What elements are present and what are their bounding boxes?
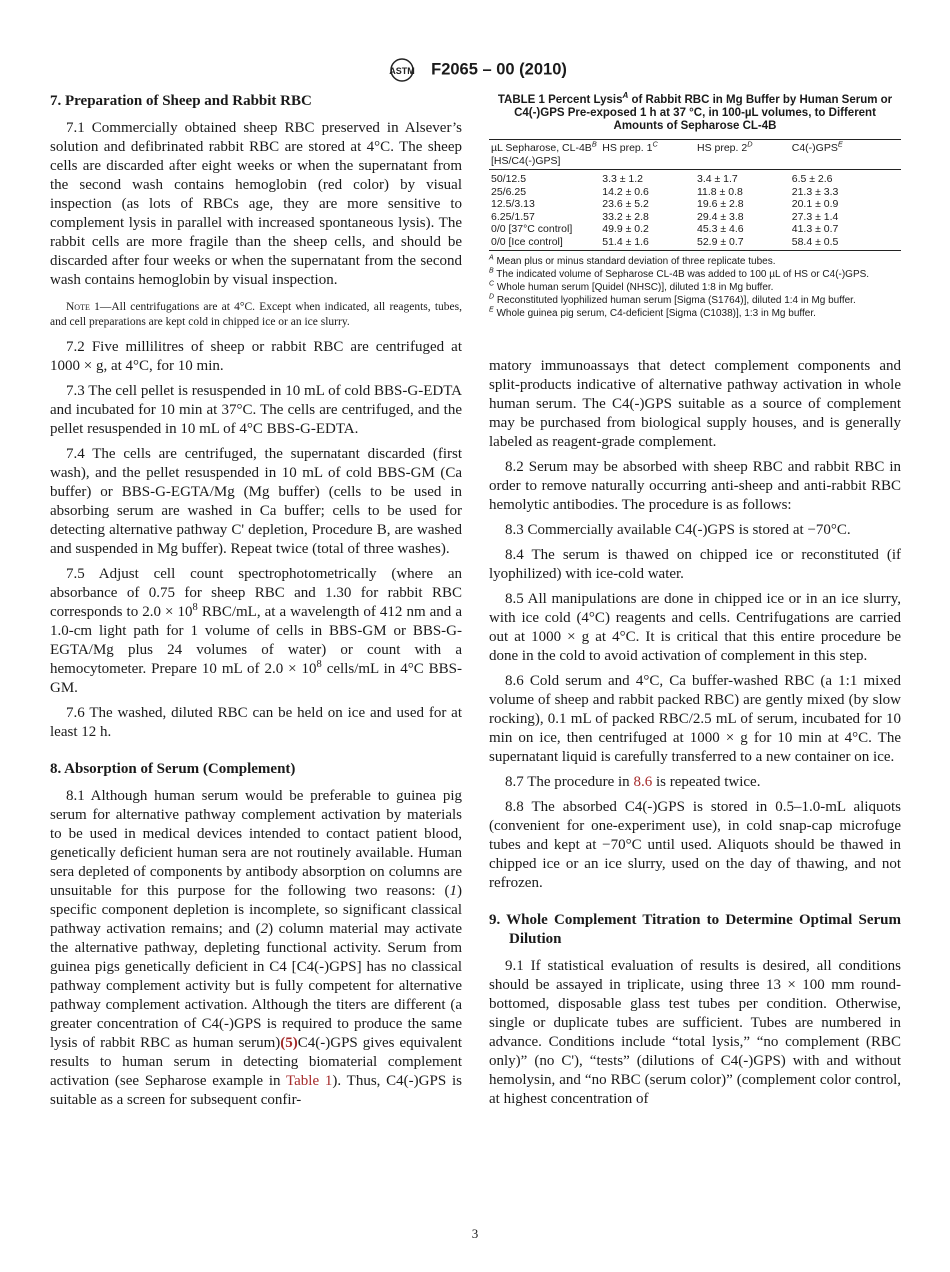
svg-text:ASTM: ASTM <box>389 66 415 76</box>
table-row: 25/6.25 14.2 ± 0.6 11.8 ± 0.8 21.3 ± 3.3 <box>491 185 839 198</box>
para-7-6: 7.6 The washed, diluted RBC can be held on ice and used for at least 12 h. <box>50 705 462 740</box>
para-7-1: 7.1 Commercially obtained sheep RBC preserved in Alsever’s solution and defibrinated rabbit RBC are stored at 4°C. The sheep cells are discarded after eight weeks or when the supernatant from the second wash contains hemoglobin (red color) by visual inspection (as lots of RBCs age, they are more sensitive to complement lysis in parallel with increased spontaneous lysis). The rabbit cells are more fragile than the sheep cells, and should be discarded after four weeks or when the supernatant from the second wash contains hemoglobin by visual inspection. <box>50 120 462 288</box>
table-1-footnotes <box>489 255 901 320</box>
table-row: 0/0 [Ice control] 51.4 ± 1.6 52.9 ± 0.7 58.4 ± 0.5 <box>489 236 901 251</box>
footnote-c: $^C$ Whole human serum [Quidel (NHSC)], diluted 1:8 in Mg buffer. <box>489 280 774 293</box>
para-7-2: 7.2 Five millilitres of sheep or rabbit RBC are centrifuged at 1000 × g, at 4°C, for 10 min. <box>50 339 462 374</box>
section-8-6-link[interactable]: 8.6 <box>633 774 653 790</box>
table-1-link[interactable]: Table 1 <box>286 1073 333 1089</box>
astm-logo-icon <box>383 57 421 83</box>
note-label: Note 1 <box>66 301 100 313</box>
para-7-4: 7.4 The cells are centrifuged, the supernatant discarded (first wash), and the pellet resuspended in 10 mL of cold BBS-GM (Ca buffer) or BBS-G-EGTA/Mg (Mg buffer) (cells to be used in absorbing serum are washed in Ca buffer; cells to be used for detecting alternative pathway C' depletion, Procedure B, are washed and suspended in Mg buffer). Repeat twice (total of three washes). <box>50 446 462 557</box>
para-8-4: 8.4 The serum is thawed on chipped ice or reconstituted (if lyophilized) with ice-cold water. <box>489 547 901 582</box>
footnote-e: $^E$ Whole guinea pig serum, C4-deficient [Sigma (C1038)], 1:3 in Mg buffer. <box>489 306 816 319</box>
page-header <box>0 57 950 83</box>
footnote-a: $^A$ Mean plus or minus standard deviation of three replicate tubes. <box>489 254 776 267</box>
standard-designation: F2065 – 00 (2010) <box>431 60 567 79</box>
table-row: 50/12.5 3.3 ± 1.2 3.4 ± 1.7 6.5 ± 2.6 <box>491 173 833 185</box>
para-8-1-continued: matory immunoassays that detect complement components and split-products indicative of alternative pathway activation in whole human serum. The C4(-)GPS suitable as a source of complement may be purchased from biological supply houses, and is generally labeled as reagent-grade complement. <box>489 358 901 450</box>
note-text: —All centrifugations are at 4°C. Except when indicated, all reagents, tubes, and cell preparations are kept cold in chipped ice or an ice slurry. <box>50 301 462 328</box>
table-1 <box>489 91 901 320</box>
section-9-heading: 9. Whole Complement Titration to Determine Optimal Serum Dilution <box>489 912 901 947</box>
page-number: 3 <box>471 1226 479 1241</box>
para-8-6: 8.6 Cold serum and 4°C, Ca buffer-washed RBC (a 1:1 mixed volume of sheep and rabbit packed RBC) are gently mixed (by slow rocking), 0.1 mL of packed RBC/2.5 mL of serum, incubated for 10 min on ice, then centrifuged at 1000 × g for 10 min at 4°C. The supernatant liquid is carefully transferred to a new container on ice. <box>489 673 901 765</box>
note-1 <box>50 300 462 330</box>
para-9-1: 9.1 If statistical evaluation of results is desired, all conditions should be assayed in triplicate, using three 13 × 100 mm round-bottomed, disposable glass test tubes per condition. Otherwise, single or duplicate tubes are sufficient. Tubes are numbered in advance. Conditions include “total lysis,” “no complement (RBC only)” (no C'), “tests” (dilutions of C4(-)GPS) with and without hemolysin, and “no RBC (serum color)” (complement color control, at highest concentration of <box>489 958 901 1107</box>
col-header-hs-prep-1: HS prep. $1^C$ <box>600 140 695 170</box>
col-header-sepharose: µL Sepharose, $CL-4B^B$ [HS/C4(-)GPS] <box>489 140 600 170</box>
section-8-heading: 8. Absorption of Serum (Complement) <box>50 761 296 777</box>
right-column <box>489 92 901 1115</box>
left-column <box>50 92 462 1116</box>
para-8-1: 8.1 Although human serum would be preferable to guinea pig serum for alternative pathway complement activation by materials to be used in medical devices intended to contact patient blood, genetically deficient human sera are not routinely available. Human sera depleted of components by antibody absorption on columns are unsuitable for this purpose for the following two reasons: (1) specific component depletion is incomplete, so significant classical pathway activation remains; and (2) column material may activate the alternative pathway, depleting functional activity. Serum from guinea pigs genetically deficient in C4 [C4(-)GPS] has no classical pathway complement activity but is fully competent for alternative pathway complement activation. Although the titers are different (a greater concentration of C4(-)GPS is required to produce the same lysis of rabbit RBC as human serum)(5)C4(-)GPS gives equivalent results to human serum in detecting biomaterial complement activation (see Sepharose example in Table 1). Thus, C4(-)GPS is suitable as a screen for subsequent confir- <box>50 788 462 1108</box>
para-8-3: 8.3 Commercially available C4(-)GPS is stored at −70°C. <box>505 522 851 538</box>
col-header-c4-gps: $C4(-)GPS^E$ <box>790 140 901 170</box>
para-8-7: 8.7 The procedure in 8.6 is repeated twice. <box>505 774 761 790</box>
section-7-heading: 7. Preparation of Sheep and Rabbit RBC <box>50 93 312 109</box>
para-8-8: 8.8 The absorbed C4(-)GPS is stored in 0.5–1.0-mL aliquots (convenient for one-experiment use), in cold snap-cap microfuge tubes and kept at −70°C until used. Aliquots should be thawed in chipped ice or an ice slurry, used on the day of thawing, and not refrozen. <box>489 799 901 891</box>
table-row: 6.25/1.57 33.2 ± 2.8 29.4 ± 3.8 27.3 ± 1.4 <box>491 210 839 223</box>
reference-5-link[interactable]: (5) <box>280 1035 298 1051</box>
footnote-d: $^D$ Reconstituted lyophilized human serum [Sigma (S1764)], diluted 1:4 in Mg buffer. <box>489 293 856 306</box>
footnote-b: $^B$ The indicated volume of Sepharose CL-4B was added to 100 µL of HS or C4(-)GPS. <box>489 267 870 280</box>
col-header-hs-prep-2: HS prep. $2^D$ <box>695 140 790 170</box>
table-row: 12.5/3.13 23.6 ± 5.2 19.6 ± 2.8 20.1 ± 0.9 <box>491 198 839 210</box>
para-8-5: 8.5 All manipulations are done in chipped ice or in an ice slurry, with ice cold (4°C) reagents and cells. Centrifugations are carried out at 1000 × g at 4°C. It is critical that this entire procedure be done in the cold to avoid activation of complement in this step. <box>489 591 901 664</box>
para-7-3: 7.3 The cell pellet is resuspended in 10 mL of cold BBS-G-EDTA and incubated for 10 min at 37°C. The cells are centrifuged, and the pellet resuspended in 10 mL of 4°C BBS-G-EDTA. <box>50 383 462 437</box>
para-8-2: 8.2 Serum may be absorbed with sheep RBC and rabbit RBC in order to remove naturally occurring anti-sheep and anti-rabbit RBC hemolytic antibodies. The procedure is as follows: <box>489 459 901 513</box>
para-7-5: 7.5 Adjust cell count spectrophotometrically (where an absorbance of 0.75 for sheep RBC and 1.30 for rabbit RBC corresponds to $2.0 \times 10^8$ RBC/mL, at a wavelength of 412 nm and a 1.0-cm light path for 1 volume of cells in BBS-GM or BBS-G-EGTA/Mg plus 24 volumes of water) or count with a hemocytometer. Prepare 10 mL of $2.0 \times 10^8$ cells/mL in 4°C BBS-GM. <box>50 566 463 696</box>
table-1-title: TABLE 1 Percent Lysis$^A$ of Rabbit RBC in Mg Buffer by Human Serum or C4(-)GPS Pre-exposed 1 h at 37 °C, in 100-µL volumes, to Different Amounts of Sepharose CL-4B <box>497 91 893 132</box>
table-1-grid <box>489 139 901 251</box>
table-row: 0/0 [37°C control] 49.9 ± 0.2 45.3 ± 4.6 41.3 ± 0.7 <box>491 223 839 235</box>
